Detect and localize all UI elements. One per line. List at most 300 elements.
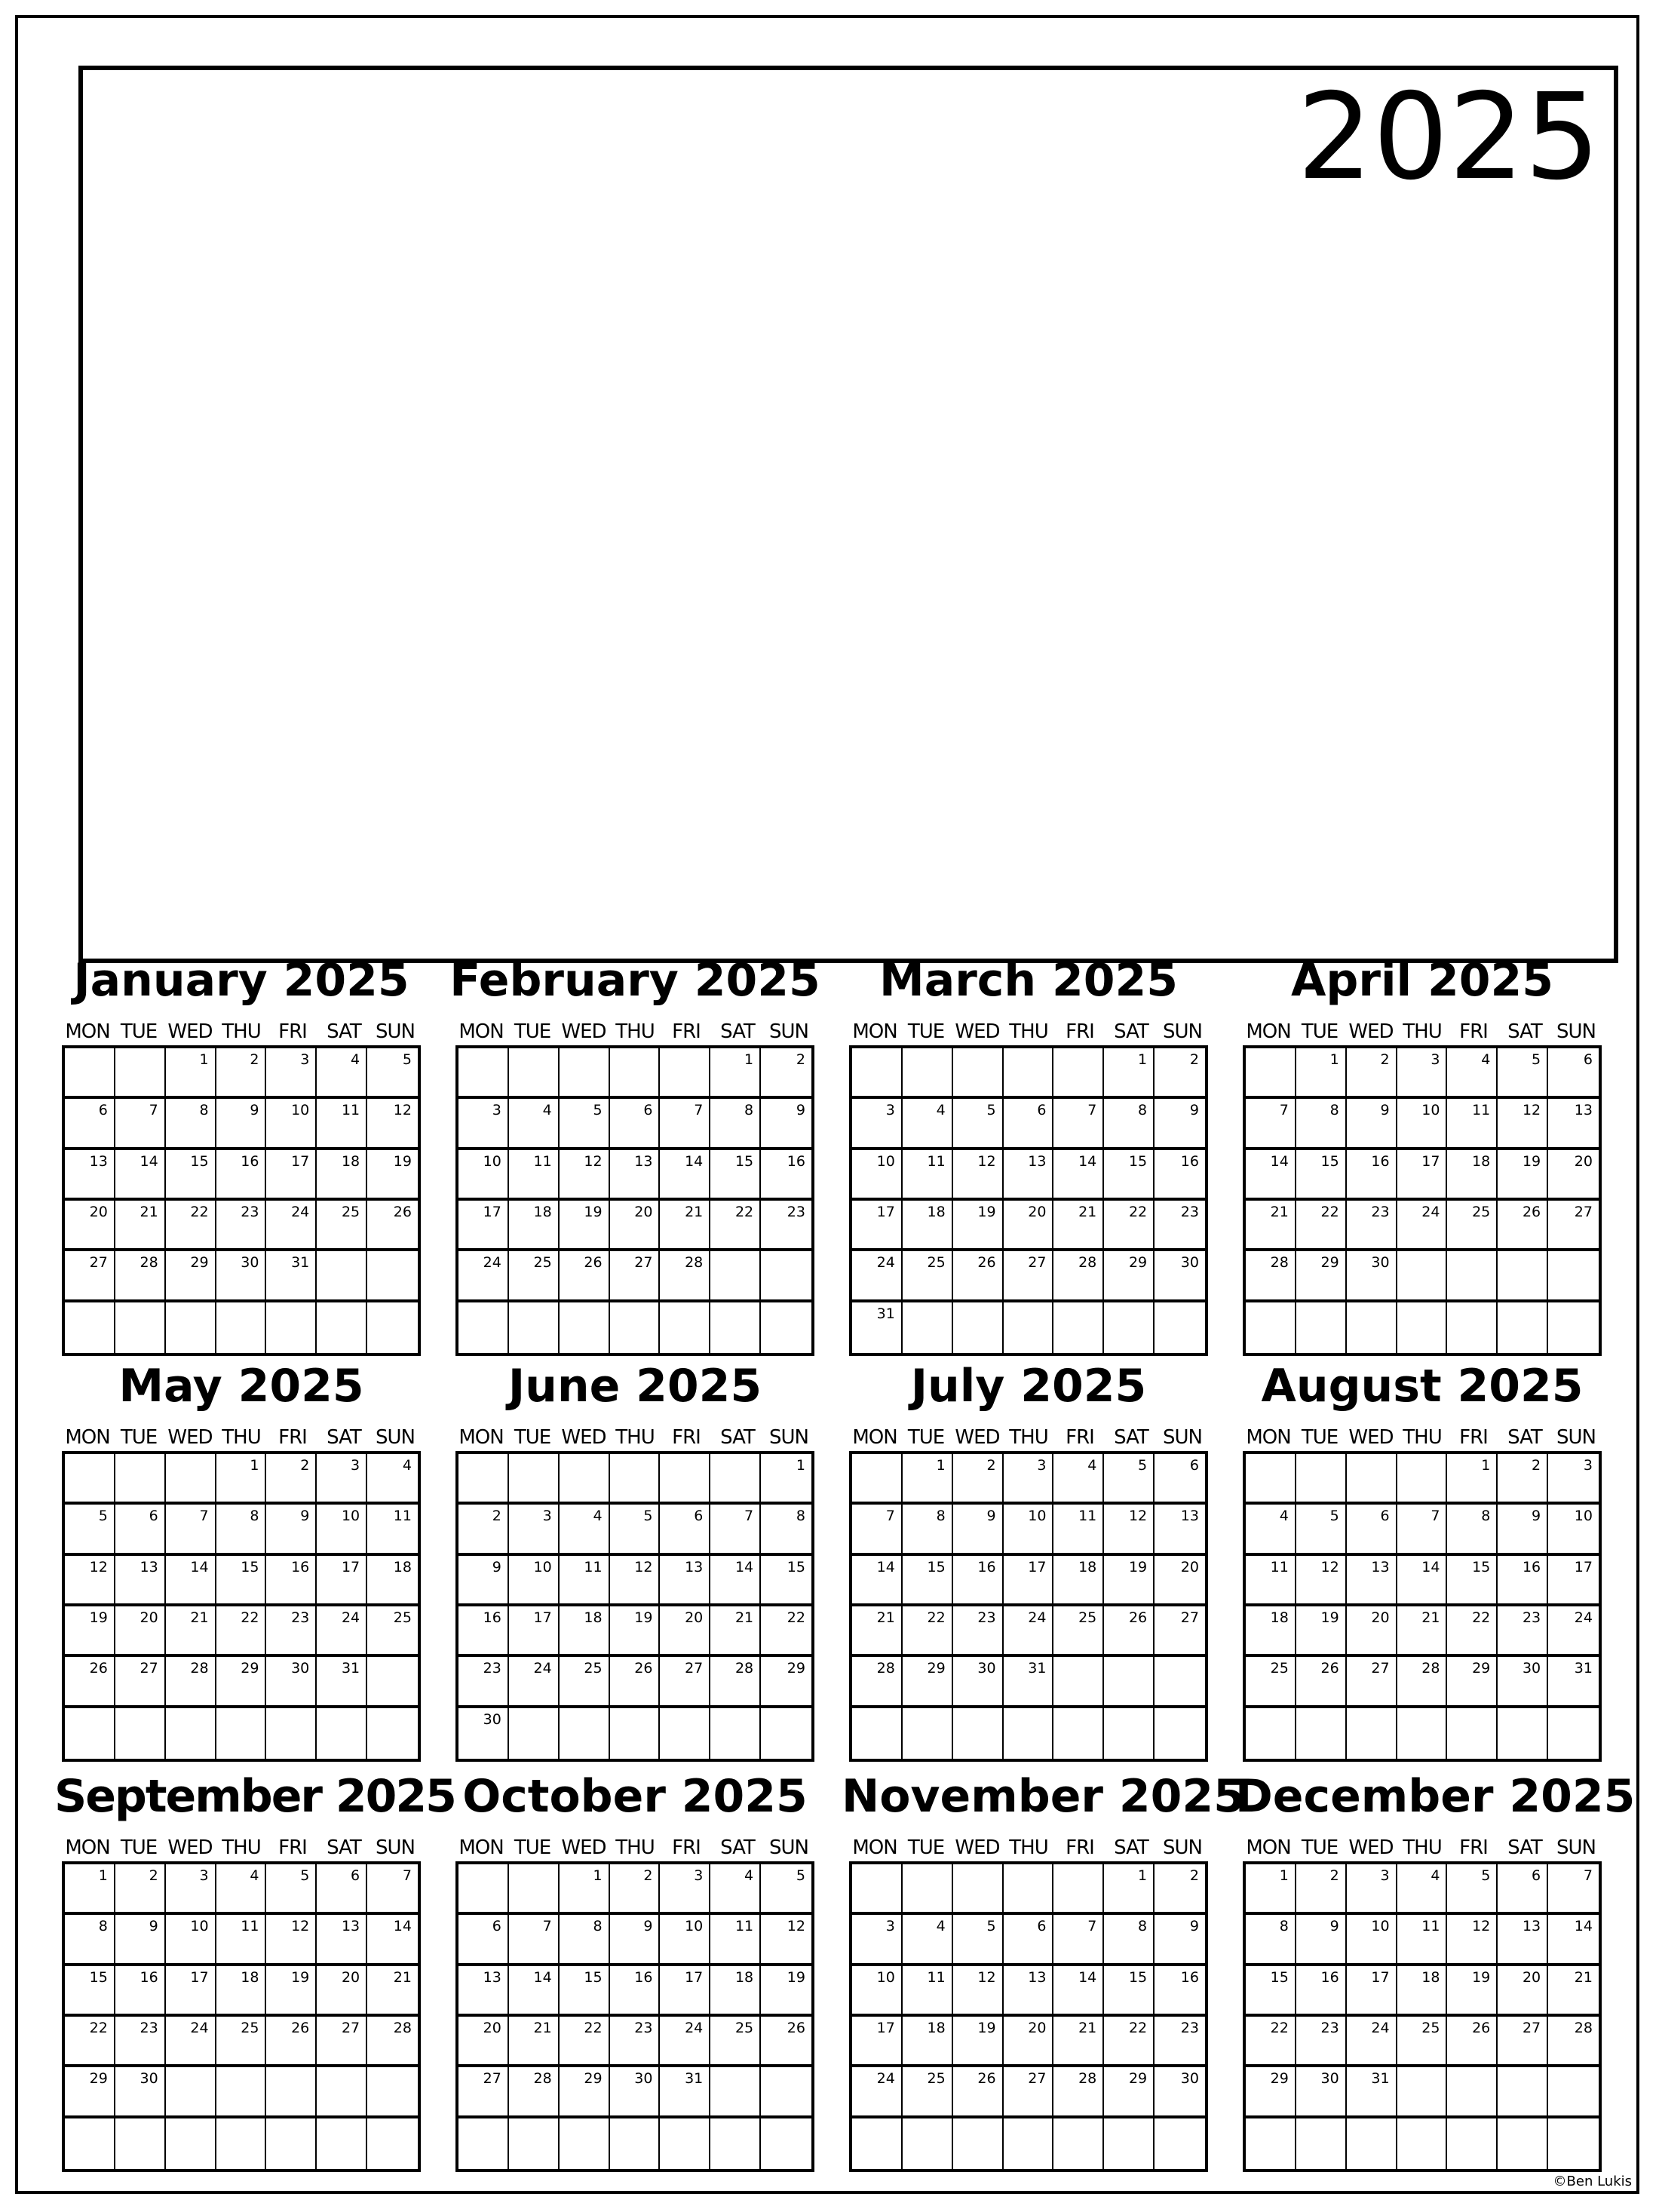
day-cell xyxy=(367,1657,418,1704)
day-cell xyxy=(1053,1454,1102,1502)
day-number: 10 xyxy=(876,1152,895,1170)
day-number: 3 xyxy=(1431,1051,1440,1068)
month-grid xyxy=(62,1861,421,2172)
day-cell xyxy=(115,1150,164,1198)
day-number: 5 xyxy=(796,1867,805,1884)
day-number: 31 xyxy=(876,1305,895,1322)
day-cell xyxy=(1104,1150,1153,1198)
day-cell xyxy=(115,1454,164,1502)
day-number: 4 xyxy=(351,1051,360,1068)
day-number: 11 xyxy=(1421,1918,1440,1935)
day-number: 15 xyxy=(1128,1968,1148,1986)
day-number: 9 xyxy=(1532,1508,1541,1525)
day-cell xyxy=(710,1505,759,1552)
day-cell xyxy=(953,1915,1002,1962)
day-cell xyxy=(509,2118,558,2169)
day-number: 26 xyxy=(1320,1660,1339,1677)
day-cell xyxy=(266,1556,315,1603)
day-cell xyxy=(216,2118,265,2169)
day-cell xyxy=(115,1302,164,1353)
day-number: 21 xyxy=(190,1609,209,1626)
day-cell xyxy=(216,1302,265,1353)
month-title: July 2025 xyxy=(910,1360,1147,1413)
day-cell xyxy=(216,1966,265,2014)
day-cell xyxy=(1155,1915,1205,1962)
day-cell xyxy=(367,1864,418,1912)
month-title: April 2025 xyxy=(1291,954,1553,1007)
day-cell xyxy=(1004,1048,1053,1096)
day-cell xyxy=(266,1505,315,1552)
day-cell xyxy=(115,1864,164,1912)
day-cell xyxy=(166,1708,215,1759)
day-number: 28 xyxy=(1574,2020,1593,2036)
day-cell xyxy=(903,1708,952,1759)
weekday-header xyxy=(62,1020,421,1043)
day-cell xyxy=(1053,1251,1102,1299)
weekday-label: WED xyxy=(1348,1836,1394,1859)
day-cell xyxy=(761,1201,811,1248)
weekday-label: SUN xyxy=(376,1020,415,1043)
day-cell xyxy=(458,2017,508,2064)
day-cell xyxy=(1104,2017,1153,2064)
day-cell xyxy=(761,1302,811,1353)
photo-frame xyxy=(78,66,1618,963)
day-cell xyxy=(953,2017,1002,2064)
day-number: 31 xyxy=(1574,1660,1593,1677)
day-number: 18 xyxy=(734,1968,754,1986)
day-cell xyxy=(610,1048,659,1096)
day-number: 11 xyxy=(341,1102,360,1119)
day-cell xyxy=(1155,1505,1205,1552)
day-number: 8 xyxy=(1138,1918,1148,1935)
day-cell xyxy=(1347,1556,1396,1603)
day-cell xyxy=(710,2067,759,2115)
day-number: 10 xyxy=(341,1508,360,1525)
day-cell xyxy=(266,1251,315,1299)
day-cell xyxy=(953,1150,1002,1198)
day-cell xyxy=(953,1556,1002,1603)
day-number: 15 xyxy=(734,1152,754,1170)
weekday-label: SAT xyxy=(1114,1836,1148,1859)
day-number: 13 xyxy=(1180,1508,1199,1525)
day-number: 25 xyxy=(393,1609,412,1626)
day-cell xyxy=(115,2017,164,2064)
month-grid xyxy=(455,1451,814,1762)
day-number: 24 xyxy=(533,1660,552,1677)
day-number: 16 xyxy=(140,1968,158,1986)
day-cell xyxy=(610,1099,659,1146)
day-number: 21 xyxy=(1574,1968,1593,1986)
weekday-label: TUE xyxy=(514,1836,551,1859)
day-cell xyxy=(1004,1505,1053,1552)
day-number: 6 xyxy=(1583,1051,1593,1068)
day-cell xyxy=(458,1708,508,1759)
day-cell xyxy=(1104,2118,1153,2169)
weekday-label: THU xyxy=(222,1426,261,1449)
day-cell xyxy=(317,1966,366,2014)
day-cell xyxy=(560,1302,609,1353)
day-number: 27 xyxy=(1522,2020,1541,2036)
weekday-label: TUE xyxy=(514,1020,551,1043)
day-cell xyxy=(367,1556,418,1603)
day-cell xyxy=(1498,1048,1547,1096)
day-number: 24 xyxy=(483,1254,501,1272)
day-cell xyxy=(509,1915,558,1962)
day-number: 31 xyxy=(1028,1660,1047,1677)
day-cell xyxy=(266,2118,315,2169)
day-cell xyxy=(65,1454,114,1502)
day-cell xyxy=(1104,1556,1153,1603)
day-cell xyxy=(1155,1454,1205,1502)
day-cell xyxy=(509,1048,558,1096)
day-number: 3 xyxy=(492,1102,501,1119)
day-cell xyxy=(115,1966,164,2014)
day-cell xyxy=(65,2017,114,2064)
day-cell xyxy=(903,1915,952,1962)
day-cell xyxy=(852,1201,901,1248)
day-number: 19 xyxy=(1320,1609,1339,1626)
day-number: 26 xyxy=(977,1254,996,1272)
day-number: 23 xyxy=(977,1609,996,1626)
weekday-label: SAT xyxy=(327,1426,361,1449)
weekday-label: FRI xyxy=(672,1426,701,1449)
weekday-label: FRI xyxy=(1459,1836,1488,1859)
day-number: 14 xyxy=(140,1152,158,1170)
day-cell xyxy=(458,1454,508,1502)
day-cell xyxy=(1447,1657,1496,1704)
weekday-label: TUE xyxy=(120,1020,158,1043)
day-cell xyxy=(1397,1657,1446,1704)
day-number: 27 xyxy=(685,1660,704,1677)
day-number: 23 xyxy=(241,1204,259,1220)
day-number: 13 xyxy=(1371,1558,1390,1575)
day-number: 26 xyxy=(1472,2020,1491,2036)
day-cell xyxy=(1296,1657,1345,1704)
day-cell xyxy=(1104,1302,1153,1353)
day-cell xyxy=(1347,1505,1396,1552)
day-number: 2 xyxy=(796,1051,805,1068)
day-number: 2 xyxy=(986,1457,996,1474)
day-number: 18 xyxy=(393,1558,412,1575)
day-cell xyxy=(710,1454,759,1502)
day-cell xyxy=(610,1966,659,2014)
day-cell xyxy=(1498,1915,1547,1962)
day-number: 4 xyxy=(744,1867,754,1884)
day-number: 21 xyxy=(1078,1204,1097,1220)
day-cell xyxy=(1296,1048,1345,1096)
day-cell xyxy=(710,1251,759,1299)
day-cell xyxy=(761,1556,811,1603)
day-number: 18 xyxy=(1078,1558,1097,1575)
day-cell xyxy=(367,1505,418,1552)
day-number: 7 xyxy=(694,1102,704,1119)
weekday-label: SAT xyxy=(1507,1020,1542,1043)
day-cell xyxy=(560,1708,609,1759)
day-number: 29 xyxy=(1128,1254,1148,1272)
day-cell xyxy=(115,1606,164,1654)
day-number: 19 xyxy=(634,1609,653,1626)
day-number: 17 xyxy=(533,1609,552,1626)
day-cell xyxy=(903,1099,952,1146)
day-number: 20 xyxy=(1028,1204,1047,1220)
day-number: 15 xyxy=(1270,1968,1289,1986)
day-number: 30 xyxy=(483,1710,501,1728)
day-cell xyxy=(1447,1606,1496,1654)
day-cell xyxy=(458,1201,508,1248)
day-cell xyxy=(903,1505,952,1552)
day-cell xyxy=(1053,1505,1102,1552)
weekday-label: FRI xyxy=(672,1020,701,1043)
day-number: 26 xyxy=(634,1660,653,1677)
day-cell xyxy=(1053,1556,1102,1603)
day-cell xyxy=(115,1201,164,1248)
day-cell xyxy=(1155,1302,1205,1353)
day-cell xyxy=(903,2067,952,2115)
day-number: 15 xyxy=(927,1558,946,1575)
day-cell xyxy=(1347,2118,1396,2169)
day-cell xyxy=(1548,1966,1599,2014)
day-number: 5 xyxy=(643,1508,653,1525)
day-number: 27 xyxy=(1371,1660,1390,1677)
day-number: 23 xyxy=(1180,2020,1199,2036)
day-cell xyxy=(1155,1657,1205,1704)
day-number: 4 xyxy=(250,1867,259,1884)
day-cell xyxy=(1548,1864,1599,1912)
weekday-label: MON xyxy=(458,1426,504,1449)
day-number: 28 xyxy=(1078,2070,1097,2088)
weekday-label: WED xyxy=(167,1426,213,1449)
day-cell xyxy=(1246,1708,1295,1759)
day-cell xyxy=(1296,1251,1345,1299)
day-cell xyxy=(166,1201,215,1248)
day-number: 23 xyxy=(634,2020,653,2036)
day-number: 25 xyxy=(1472,1204,1491,1220)
day-number: 13 xyxy=(1574,1102,1593,1119)
day-number: 28 xyxy=(685,1254,704,1272)
weekday-label: SUN xyxy=(1556,1836,1596,1859)
day-number: 28 xyxy=(140,1254,158,1272)
day-number: 2 xyxy=(492,1508,501,1525)
day-cell xyxy=(367,1048,418,1096)
day-cell xyxy=(953,1048,1002,1096)
day-cell xyxy=(1296,1556,1345,1603)
day-number: 4 xyxy=(1087,1457,1097,1474)
day-number: 5 xyxy=(1481,1867,1491,1884)
day-cell xyxy=(610,1302,659,1353)
day-number: 7 xyxy=(402,1867,412,1884)
day-cell xyxy=(903,1966,952,2014)
day-cell xyxy=(1548,1251,1599,1299)
day-cell xyxy=(660,1454,709,1502)
day-cell xyxy=(266,1454,315,1502)
day-cell xyxy=(1246,1915,1295,1962)
day-number: 19 xyxy=(584,1204,603,1220)
day-cell xyxy=(166,1454,215,1502)
day-cell xyxy=(852,1915,901,1962)
weekday-header xyxy=(455,1836,814,1859)
day-cell xyxy=(65,1966,114,2014)
day-cell xyxy=(216,1606,265,1654)
day-cell xyxy=(710,1966,759,2014)
day-cell xyxy=(761,1966,811,2014)
day-number: 23 xyxy=(1522,1609,1541,1626)
day-cell xyxy=(216,2067,265,2115)
day-cell xyxy=(1004,1556,1053,1603)
day-cell xyxy=(761,2067,811,2115)
day-number: 15 xyxy=(584,1968,603,1986)
day-cell xyxy=(761,1606,811,1654)
day-number: 25 xyxy=(584,1660,603,1677)
day-number: 17 xyxy=(876,2020,895,2036)
weekday-label: MON xyxy=(458,1836,504,1859)
day-number: 21 xyxy=(140,1204,158,1220)
day-cell xyxy=(115,1099,164,1146)
day-cell xyxy=(1053,1966,1102,2014)
weekday-label: SUN xyxy=(1556,1426,1596,1449)
day-number: 22 xyxy=(787,1609,805,1626)
day-cell xyxy=(367,1454,418,1502)
day-number: 21 xyxy=(393,1968,412,1986)
day-number: 17 xyxy=(483,1204,501,1220)
day-cell xyxy=(852,1556,901,1603)
day-number: 7 xyxy=(885,1508,895,1525)
day-cell xyxy=(1104,1201,1153,1248)
day-cell xyxy=(903,1251,952,1299)
day-cell xyxy=(458,1966,508,2014)
day-cell xyxy=(560,1454,609,1502)
month-title: August 2025 xyxy=(1261,1360,1584,1413)
day-number: 3 xyxy=(885,1102,895,1119)
day-cell xyxy=(1155,1048,1205,1096)
day-cell xyxy=(710,1708,759,1759)
day-cell xyxy=(761,1048,811,1096)
day-number: 1 xyxy=(1138,1867,1148,1884)
day-cell xyxy=(458,1657,508,1704)
day-number: 10 xyxy=(483,1152,501,1170)
day-cell xyxy=(852,1048,901,1096)
day-number: 25 xyxy=(341,1204,360,1220)
day-number: 13 xyxy=(89,1152,108,1170)
day-number: 7 xyxy=(149,1102,158,1119)
day-cell xyxy=(1104,1099,1153,1146)
day-number: 30 xyxy=(291,1660,310,1677)
day-number: 13 xyxy=(1522,1918,1541,1935)
day-cell xyxy=(1447,1099,1496,1146)
day-number: 15 xyxy=(89,1968,108,1986)
day-cell xyxy=(1296,1099,1345,1146)
day-number: 3 xyxy=(1380,1867,1390,1884)
day-cell xyxy=(509,1099,558,1146)
day-cell xyxy=(216,1099,265,1146)
day-number: 5 xyxy=(98,1508,108,1525)
day-number: 30 xyxy=(1320,2070,1339,2088)
weekday-label: THU xyxy=(615,1426,655,1449)
day-number: 7 xyxy=(542,1918,552,1935)
day-cell xyxy=(852,1099,901,1146)
day-number: 28 xyxy=(876,1660,895,1677)
day-cell xyxy=(852,1966,901,2014)
day-cell xyxy=(1004,1864,1053,1912)
day-cell xyxy=(1004,2118,1053,2169)
day-number: 17 xyxy=(1421,1152,1440,1170)
day-cell xyxy=(1347,1454,1396,1502)
day-number: 6 xyxy=(1532,1867,1541,1884)
weekday-label: SUN xyxy=(769,1020,808,1043)
day-number: 12 xyxy=(584,1152,603,1170)
day-number: 29 xyxy=(1128,2070,1148,2088)
day-cell xyxy=(216,1048,265,1096)
day-cell xyxy=(610,1864,659,1912)
weekday-label: WED xyxy=(955,1426,1000,1449)
day-cell xyxy=(1548,1657,1599,1704)
day-number: 6 xyxy=(351,1867,360,1884)
day-cell xyxy=(903,2118,952,2169)
day-number: 11 xyxy=(734,1918,754,1935)
day-number: 16 xyxy=(1180,1968,1199,1986)
day-number: 9 xyxy=(1189,1102,1199,1119)
day-cell xyxy=(1246,1302,1295,1353)
day-number: 6 xyxy=(643,1102,653,1119)
day-cell xyxy=(953,1251,1002,1299)
day-number: 16 xyxy=(241,1152,259,1170)
day-number: 8 xyxy=(250,1508,259,1525)
day-cell xyxy=(266,1302,315,1353)
day-cell xyxy=(266,1048,315,1096)
day-number: 20 xyxy=(140,1609,158,1626)
day-cell xyxy=(458,1864,508,1912)
day-number: 18 xyxy=(927,2020,946,2036)
day-number: 11 xyxy=(393,1508,412,1525)
day-cell xyxy=(903,1606,952,1654)
day-cell xyxy=(1397,1048,1446,1096)
day-number: 4 xyxy=(936,1918,946,1935)
day-cell xyxy=(1104,2067,1153,2115)
day-cell xyxy=(1498,1657,1547,1704)
day-number: 30 xyxy=(1180,1254,1199,1272)
day-number: 27 xyxy=(1028,2070,1047,2088)
day-cell xyxy=(458,1251,508,1299)
day-cell xyxy=(660,2118,709,2169)
day-cell xyxy=(1155,2118,1205,2169)
day-cell xyxy=(1447,1864,1496,1912)
day-cell xyxy=(1397,1505,1446,1552)
weekday-label: SAT xyxy=(720,1836,755,1859)
day-cell xyxy=(266,1966,315,2014)
day-cell xyxy=(852,1606,901,1654)
weekday-label: MON xyxy=(852,1836,897,1859)
day-number: 9 xyxy=(250,1102,259,1119)
weekday-label: SUN xyxy=(376,1426,415,1449)
day-cell xyxy=(216,1150,265,1198)
day-cell xyxy=(65,1251,114,1299)
day-cell xyxy=(1053,1915,1102,1962)
day-cell xyxy=(65,1505,114,1552)
day-cell xyxy=(1246,1454,1295,1502)
day-number: 9 xyxy=(986,1508,996,1525)
day-cell xyxy=(710,2118,759,2169)
day-cell xyxy=(610,1454,659,1502)
day-number: 29 xyxy=(1270,2070,1289,2088)
day-number: 6 xyxy=(694,1508,704,1525)
weekday-label: SUN xyxy=(769,1836,808,1859)
day-cell xyxy=(65,1201,114,1248)
weekday-label: WED xyxy=(1348,1020,1394,1043)
day-number: 1 xyxy=(250,1457,259,1474)
day-cell xyxy=(953,1966,1002,2014)
day-cell xyxy=(903,1048,952,1096)
day-cell xyxy=(216,1505,265,1552)
weekday-label: THU xyxy=(615,1836,655,1859)
